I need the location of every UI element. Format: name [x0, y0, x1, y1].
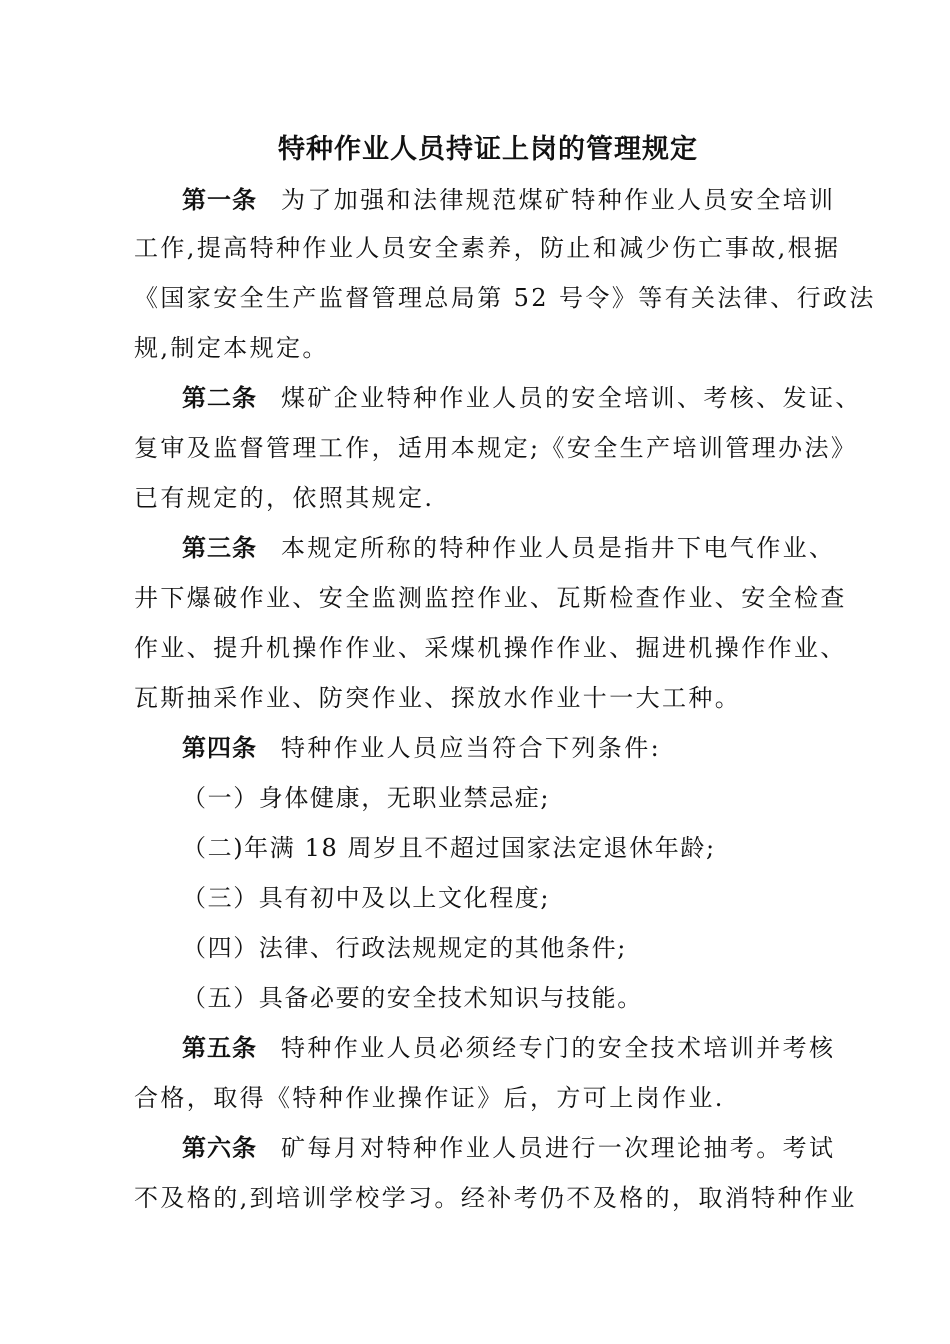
article-4-item-1: （一）身体健康，无职业禁忌症; — [182, 784, 551, 812]
article-1-line-4: 规,制定本规定。 — [134, 334, 329, 362]
article-6-text-1: 矿每月对特种作业人员进行一次理论抽考。考试 — [281, 1134, 836, 1162]
article-6-line-1 — [182, 1130, 950, 1166]
article-2-line-1 — [182, 380, 950, 416]
article-1-line-3: 《国家安全生产监督管理总局第 52 号令》等有关法律、行政法 — [134, 284, 876, 312]
article-1-line-2: 工作,提高特种作业人员安全素养，防止和减少伤亡事故,根据 — [134, 234, 841, 262]
article-2-line-2: 复审及监督管理工作，适用本规定;《安全生产培训管理办法》 — [134, 434, 858, 462]
article-3-line-3: 作业、提升机操作作业、采煤机操作作业、掘进机操作作业、 — [134, 634, 847, 662]
article-3-label: 第三条 — [182, 533, 257, 562]
article-4-item-4: （四）法律、行政法规规定的其他条件; — [182, 934, 627, 962]
article-4-label: 第四条 — [182, 733, 257, 762]
article-3-line-4: 瓦斯抽采作业、防突作业、探放水作业十一大工种。 — [134, 684, 742, 712]
article-3-text-1: 本规定所称的特种作业人员是指井下电气作业、 — [281, 534, 836, 562]
article-5-label: 第五条 — [182, 1033, 257, 1062]
article-6-line-2: 不及格的,到培训学校学习。经补考仍不及格的，取消特种作业 — [134, 1184, 857, 1212]
article-1-line-1 — [182, 182, 950, 218]
article-6-label: 第六条 — [182, 1133, 257, 1162]
article-5-line-2: 合格，取得《特种作业操作证》后，方可上岗作业. — [134, 1084, 725, 1112]
article-4-item-2: （二)年满 18 周岁且不超过国家法定退休年龄; — [182, 834, 716, 862]
article-5-line-1 — [182, 1030, 950, 1066]
article-3-line-2: 井下爆破作业、安全监测监控作业、瓦斯检查作业、安全检查 — [134, 584, 847, 612]
article-4-line-1 — [182, 730, 950, 766]
document-title: 特种作业人员持证上岗的管理规定 — [278, 134, 698, 165]
article-1-text-1: 为了加强和法律规范煤矿特种作业人员安全培训 — [281, 186, 836, 214]
article-4-text-1: 特种作业人员应当符合下列条件: — [281, 734, 662, 762]
article-2-text-1: 煤矿企业特种作业人员的安全培训、考核、发证、 — [281, 384, 862, 412]
article-4-item-3: （三）具有初中及以上文化程度; — [182, 884, 551, 912]
article-2-line-3: 已有规定的，依照其规定. — [134, 484, 435, 512]
article-3-line-1 — [182, 530, 950, 566]
article-1-label: 第一条 — [182, 185, 257, 214]
article-4-item-5: （五）具备必要的安全技术知识与技能。 — [182, 984, 643, 1012]
article-5-text-1: 特种作业人员必须经专门的安全技术培训并考核 — [281, 1034, 836, 1062]
article-2-label: 第二条 — [182, 383, 257, 412]
